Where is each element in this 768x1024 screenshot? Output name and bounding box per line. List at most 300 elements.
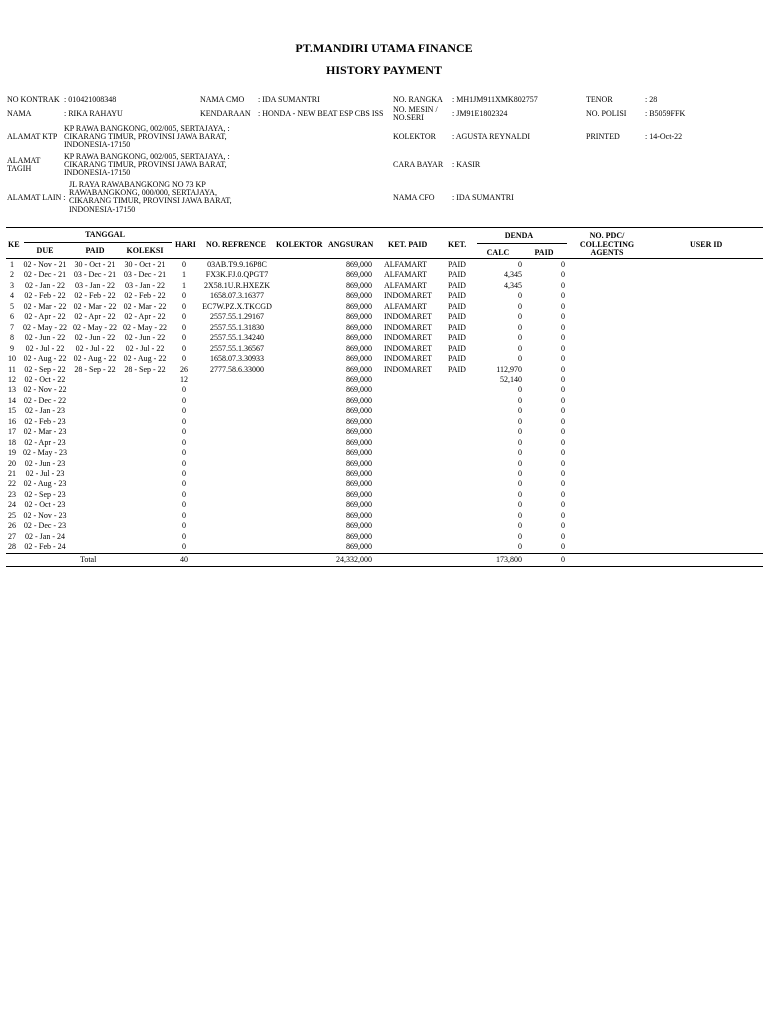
col-koleksi: KOLEKSI: [126, 246, 164, 255]
no-mesin-label: NO. MESIN / NO.SERI: [393, 105, 438, 123]
page-title: HISTORY PAYMENT: [326, 63, 442, 77]
cell-ke: 6: [10, 312, 14, 322]
cell-ke: 22: [8, 479, 16, 489]
cell-ket-paid: ALFAMART: [384, 260, 427, 269]
table-row: [0, 396, 768, 406]
cell-no-refrence: 2557.55.1.36567: [210, 343, 264, 353]
cell-denda-paid: 0: [561, 270, 565, 280]
cell-due: 02 - Dec - 23: [23, 521, 67, 531]
cell-angsuran: 869,000: [346, 500, 372, 510]
cell-ket: PAID: [448, 322, 466, 332]
cell-due: 02 - Aug - 23: [23, 479, 67, 489]
cell-hari: 0: [182, 469, 186, 478]
cell-angsuran: 869,000: [346, 385, 372, 395]
no-polisi-label: NO. POLISI: [586, 109, 627, 118]
alamat-tagih-label: ALAMAT TAGIH: [7, 156, 41, 174]
no-mesin-value: : JM91E1802324: [452, 109, 508, 118]
no-rangka-value: : MH1JM911XMK802757: [452, 95, 538, 104]
table-row: [0, 291, 768, 301]
cell-no-refrence: 2557.55.1.34240: [210, 333, 264, 343]
cell-due: 02 - Aug - 22: [23, 354, 67, 364]
cell-ket: PAID: [448, 280, 466, 290]
cell-ket-paid: INDOMARET: [384, 312, 432, 322]
table-row: [0, 479, 768, 489]
cell-denda-calc: 0: [518, 291, 522, 301]
cell-denda-calc: 0: [518, 385, 522, 395]
table-row: [0, 469, 768, 479]
cell-hari: 26: [180, 364, 188, 374]
cell-ke: 12: [8, 374, 16, 384]
cell-ket-paid: INDOMARET: [384, 343, 432, 353]
table-row: [0, 354, 768, 364]
cell-angsuran: 869,000: [346, 260, 372, 269]
col-denda-paid: PAID: [534, 248, 554, 257]
cell-due: 02 - Dec - 21: [23, 270, 67, 280]
cell-hari: 0: [182, 521, 186, 531]
cell-denda-paid: 0: [561, 458, 565, 468]
cell-no-refrence: EC7W.PZ.X.TKCGD: [202, 301, 272, 311]
table-row: [0, 333, 768, 343]
cell-angsuran: 869,000: [346, 280, 372, 290]
col-calc: CALC: [486, 248, 510, 257]
table-row: [0, 385, 768, 395]
cell-hari: 1: [182, 270, 186, 280]
cell-due: 02 - Sep - 23: [24, 489, 66, 499]
col-ket: KET.: [448, 240, 467, 249]
cell-no-refrence: 2777.58.6.33000: [210, 364, 264, 374]
total-angsuran: 24,332,000: [336, 555, 372, 564]
cell-ke: 5: [10, 301, 14, 311]
cell-denda-calc: 52,140: [500, 374, 522, 384]
cell-denda-paid: 0: [561, 489, 565, 499]
cell-denda-calc: 0: [518, 416, 522, 426]
cell-no-refrence: 03AB.T9.9.16P8C: [207, 260, 267, 269]
nama-cmo-value: : IDA SUMANTRI: [258, 95, 320, 104]
nama-cmo-label: NAMA CMO: [200, 95, 245, 104]
cell-ke: 28: [8, 542, 16, 552]
cell-denda-calc: 4,345: [504, 270, 522, 280]
total-top-rule: [6, 553, 763, 554]
cell-denda-paid: 0: [561, 542, 565, 552]
cell-denda-paid: 0: [561, 280, 565, 290]
cell-hari: 0: [182, 437, 186, 447]
table-row: [0, 270, 768, 280]
cell-ke: 11: [8, 364, 16, 374]
cell-hari: 0: [182, 260, 186, 269]
col-ket-paid: KET. PAID: [388, 240, 428, 249]
cell-ke: 13: [8, 385, 16, 395]
cell-denda-paid: 0: [561, 312, 565, 322]
cell-angsuran: 869,000: [346, 437, 372, 447]
cell-due: 02 - Sep - 22: [24, 364, 66, 374]
cell-denda-paid: 0: [561, 510, 565, 520]
cell-denda-paid: 0: [561, 374, 565, 384]
cell-hari: 0: [182, 479, 186, 489]
cell-angsuran: 869,000: [346, 542, 372, 552]
cell-hari: 0: [182, 395, 186, 405]
cell-ke: 7: [10, 322, 14, 332]
cell-hari: 0: [182, 354, 186, 364]
cell-denda-paid: 0: [561, 322, 565, 332]
cell-hari: 0: [182, 458, 186, 468]
cell-ket: PAID: [448, 301, 466, 311]
cell-koleksi: 02 - May - 22: [123, 322, 167, 332]
alamat-lain-label: ALAMAT LAIN :: [7, 193, 66, 202]
cell-paid: 02 - Jun - 22: [74, 333, 116, 343]
table-row: [0, 281, 768, 291]
table-header-rule: [6, 258, 763, 259]
cell-denda-paid: 0: [561, 479, 565, 489]
tanggal-underline: [24, 242, 172, 243]
nama-cfo-value: : IDA SUMANTRI: [452, 193, 514, 202]
cell-denda-paid: 0: [561, 364, 565, 374]
cell-angsuran: 869,000: [346, 322, 372, 332]
printed-value: : 14-Oct-22: [645, 132, 683, 141]
cell-koleksi: 02 - Apr - 22: [124, 312, 166, 322]
cell-due: 02 - May - 22: [23, 322, 67, 332]
cell-ket: PAID: [448, 364, 466, 374]
cell-paid: 03 - Dec - 21: [73, 270, 117, 280]
cell-hari: 0: [182, 333, 186, 343]
cell-denda-calc: 0: [518, 354, 522, 364]
alamat-tagih-value: KP RAWA BANGKONG, 002/005, SERTAJAYA, : CIKARANG TIMUR, PROVINSI JAWA BARAT, INDONESIA-17150: [64, 152, 230, 178]
cell-angsuran: 869,000: [346, 374, 372, 384]
company-name: PT.MANDIRI UTAMA FINANCE: [295, 41, 473, 55]
cell-koleksi: 28 - Sep - 22: [124, 364, 166, 374]
cell-denda-calc: 112,970: [496, 364, 522, 374]
cell-paid: 02 - Aug - 22: [73, 354, 117, 364]
cell-denda-calc: 0: [518, 489, 522, 499]
cell-denda-calc: 0: [518, 531, 522, 541]
cell-denda-paid: 0: [561, 416, 565, 426]
col-kolektor: KOLEKTOR: [276, 240, 323, 249]
nama-value: : RIKA RAHAYU: [64, 109, 123, 118]
cell-ket-paid: ALFAMART: [384, 280, 427, 290]
cell-ket: PAID: [448, 343, 466, 353]
nama-label: NAMA: [7, 109, 32, 118]
cell-due: 02 - Jun - 22: [24, 333, 66, 343]
cell-denda-paid: 0: [561, 385, 565, 395]
no-kontrak-value: : 010421008348: [64, 95, 117, 104]
cell-denda-calc: 0: [518, 312, 522, 322]
table-row: [0, 500, 768, 510]
cell-ket-paid: INDOMARET: [384, 354, 432, 364]
cell-ke: 3: [10, 280, 14, 290]
cell-due: 02 - Jul - 23: [25, 469, 65, 478]
cell-ke: 8: [10, 333, 14, 343]
col-no-pdc-line3: AGENTS: [590, 248, 624, 257]
cell-denda-calc: 0: [518, 322, 522, 332]
cell-denda-calc: 0: [518, 479, 522, 489]
cell-due: 02 - Mar - 23: [23, 427, 67, 437]
no-kontrak-label: NO KONTRAK: [7, 95, 60, 104]
cell-angsuran: 869,000: [346, 364, 372, 374]
cell-denda-calc: 0: [518, 395, 522, 405]
cell-hari: 0: [182, 427, 186, 437]
table-row: [0, 490, 768, 500]
cell-angsuran: 869,000: [346, 395, 372, 405]
col-no-pdc-line2: COLLECTING: [579, 240, 635, 249]
cell-due: 02 - Apr - 22: [24, 312, 66, 322]
cell-angsuran: 869,000: [346, 312, 372, 322]
total-denda-paid: 0: [561, 555, 565, 564]
cell-angsuran: 869,000: [346, 270, 372, 280]
cell-ket: PAID: [448, 260, 466, 269]
cell-hari: 0: [182, 500, 186, 510]
table-row: [0, 260, 768, 270]
cell-paid: 02 - Jul - 22: [75, 343, 115, 353]
cell-due: 02 - Oct - 22: [24, 374, 66, 384]
cell-denda-paid: 0: [561, 531, 565, 541]
cell-denda-calc: 0: [518, 437, 522, 447]
cell-angsuran: 869,000: [346, 416, 372, 426]
cell-angsuran: 869,000: [346, 406, 372, 416]
cell-angsuran: 869,000: [346, 301, 372, 311]
cell-due: 02 - Apr - 23: [24, 437, 66, 447]
table-row: [0, 438, 768, 448]
cell-due: 02 - Dec - 22: [23, 395, 67, 405]
col-due: DUE: [36, 246, 54, 255]
cell-ke: 24: [8, 500, 16, 510]
cell-denda-paid: 0: [561, 521, 565, 531]
table-row: [0, 459, 768, 469]
cell-hari: 0: [182, 448, 186, 458]
cell-due: 02 - Nov - 23: [23, 510, 67, 520]
table-row: [0, 521, 768, 531]
table-row: [0, 365, 768, 375]
cell-due: 02 - May - 23: [23, 448, 67, 458]
table-row: [0, 532, 768, 542]
cell-ke: 1: [10, 260, 14, 269]
kendaraan-value: : HONDA - NEW BEAT ESP CBS ISS: [258, 109, 384, 118]
cell-hari: 0: [182, 343, 186, 353]
cell-denda-calc: 0: [518, 542, 522, 552]
cell-denda-paid: 0: [561, 343, 565, 353]
table-row: [0, 323, 768, 333]
cell-hari: 1: [182, 280, 186, 290]
cell-denda-calc: 0: [518, 427, 522, 437]
cell-due: 02 - Mar - 22: [23, 301, 67, 311]
tenor-value: : 28: [645, 95, 658, 104]
kolektor-value: : AGUSTA REYNALDI: [452, 132, 531, 141]
cell-denda-calc: 0: [518, 406, 522, 416]
cell-ke: 26: [8, 521, 16, 531]
cell-hari: 0: [182, 406, 186, 416]
cell-denda-paid: 0: [561, 260, 565, 269]
no-rangka-label: NO. RANGKA: [393, 95, 443, 104]
cell-ket-paid: INDOMARET: [384, 322, 432, 332]
cell-angsuran: 869,000: [346, 469, 372, 478]
table-row: [0, 375, 768, 385]
total-denda-calc: 173,800: [496, 555, 522, 564]
cell-denda-calc: 0: [518, 343, 522, 353]
cell-ke: 16: [8, 416, 16, 426]
cell-denda-paid: 0: [561, 448, 565, 458]
cell-ke: 15: [8, 406, 16, 416]
cell-denda-paid: 0: [561, 301, 565, 311]
cell-ke: 21: [8, 469, 16, 478]
cell-koleksi: 02 - Jul - 22: [125, 343, 165, 353]
cell-hari: 0: [182, 385, 186, 395]
cell-hari: 0: [182, 322, 186, 332]
cell-no-refrence: 2557.55.1.29167: [210, 312, 264, 322]
cell-denda-calc: 0: [518, 469, 522, 478]
kendaraan-label: KENDARAAN: [200, 109, 251, 118]
cell-ke: 10: [8, 354, 16, 364]
cell-denda-calc: 0: [518, 301, 522, 311]
cell-koleksi: 02 - Jun - 22: [124, 333, 166, 343]
no-polisi-value: : B5059FFK: [645, 109, 686, 118]
cell-denda-paid: 0: [561, 333, 565, 343]
cell-denda-paid: 0: [561, 406, 565, 416]
cell-ke: 19: [8, 448, 16, 458]
cell-hari: 0: [182, 416, 186, 426]
cell-ke: 17: [8, 427, 16, 437]
cell-angsuran: 869,000: [346, 333, 372, 343]
col-paid: PAID: [85, 246, 105, 255]
table-bottom-rule: [6, 566, 763, 567]
col-tanggal: TANGGAL: [85, 230, 125, 239]
alamat-lain-value: JL RAYA RAWABANGKONG NO 73 KP RAWABANGKONG, 000/000, SERTAJAYA, CIKARANG TIMUR, PROVINSI JAWA BARAT, INDONESIA-17150: [69, 180, 232, 214]
col-no-pdc-line1: NO. PDC/: [589, 231, 625, 240]
table-row: [0, 406, 768, 416]
cell-angsuran: 869,000: [346, 343, 372, 353]
table-row: [0, 417, 768, 427]
cell-paid: 03 - Jan - 22: [75, 280, 115, 290]
cell-denda-paid: 0: [561, 437, 565, 447]
cell-ket-paid: ALFAMART: [384, 270, 427, 280]
cell-no-refrence: 1658.07.3.30933: [210, 354, 264, 364]
cell-angsuran: 869,000: [346, 531, 372, 541]
cell-ke: 4: [10, 291, 14, 301]
cell-koleksi: 02 - Aug - 22: [123, 354, 167, 364]
cell-due: 02 - Nov - 21: [23, 260, 67, 269]
cell-ket-paid: INDOMARET: [384, 333, 432, 343]
cell-hari: 12: [180, 374, 188, 384]
col-no-refrence: NO. REFRENCE: [206, 240, 267, 249]
table-row: [0, 302, 768, 312]
tenor-label: TENOR: [586, 95, 613, 104]
cell-due: 02 - Jan - 23: [25, 406, 65, 416]
cell-ket-paid: INDOMARET: [384, 291, 432, 301]
cell-hari: 0: [182, 312, 186, 322]
col-ke: KE: [8, 240, 20, 249]
cell-due: 02 - Jan - 24: [25, 531, 65, 541]
cell-ke: 25: [8, 510, 16, 520]
col-user-id: USER ID: [690, 240, 723, 249]
total-label: Total: [80, 555, 97, 564]
cell-angsuran: 869,000: [346, 291, 372, 301]
cell-paid: 28 - Sep - 22: [74, 364, 116, 374]
cell-ke: 9: [10, 343, 14, 353]
cell-denda-paid: 0: [561, 469, 565, 478]
cell-ket-paid: INDOMARET: [384, 364, 432, 374]
cell-koleksi: 02 - Mar - 22: [123, 301, 167, 311]
cell-hari: 0: [182, 291, 186, 301]
cell-paid: 30 - Oct - 21: [74, 260, 116, 269]
cell-ke: 18: [8, 437, 16, 447]
cell-denda-calc: 0: [518, 500, 522, 510]
table-row: [0, 542, 768, 552]
cell-ket: PAID: [448, 312, 466, 322]
printed-label: PRINTED: [586, 132, 620, 141]
cell-paid: 02 - Apr - 22: [74, 312, 116, 322]
cell-paid: 02 - Feb - 22: [74, 291, 116, 301]
table-row: [0, 344, 768, 354]
cell-no-refrence: 2557.55.1.31830: [210, 322, 264, 332]
cell-due: 02 - Jan - 22: [25, 280, 65, 290]
col-denda: DENDA: [504, 231, 534, 240]
cell-angsuran: 869,000: [346, 427, 372, 437]
cell-due: 02 - Nov - 22: [23, 385, 67, 395]
cell-ke: 23: [8, 489, 16, 499]
cell-ke: 20: [8, 458, 16, 468]
table-row: [0, 312, 768, 322]
cell-no-refrence: 1658.07.3.16377: [210, 291, 264, 301]
cell-denda-paid: 0: [561, 427, 565, 437]
cell-angsuran: 869,000: [346, 354, 372, 364]
cell-hari: 0: [182, 301, 186, 311]
cell-denda-calc: 0: [518, 458, 522, 468]
cell-denda-paid: 0: [561, 354, 565, 364]
nama-cfo-label: NAMA CFO: [393, 193, 435, 202]
total-hari: 40: [180, 555, 188, 564]
cell-koleksi: 02 - Feb - 22: [124, 291, 166, 301]
cell-ke: 27: [8, 531, 16, 541]
cell-due: 02 - Feb - 22: [24, 291, 66, 301]
cell-denda-paid: 0: [561, 291, 565, 301]
cell-hari: 0: [182, 489, 186, 499]
cell-denda-calc: 0: [518, 260, 522, 269]
cell-denda-calc: 0: [518, 448, 522, 458]
cell-denda-calc: 0: [518, 333, 522, 343]
cell-angsuran: 869,000: [346, 458, 372, 468]
col-angsuran: ANGSURAN: [328, 240, 374, 249]
cell-angsuran: 869,000: [346, 510, 372, 520]
cell-denda-calc: 0: [518, 510, 522, 520]
cell-due: 02 - Feb - 23: [24, 416, 66, 426]
cell-angsuran: 869,000: [346, 489, 372, 499]
table-row: [0, 427, 768, 437]
cell-no-refrence: FX3K.FJ.0.QPGT7: [205, 270, 269, 280]
cell-ket: PAID: [448, 354, 466, 364]
cell-ket: PAID: [448, 333, 466, 343]
alamat-ktp-label: ALAMAT KTP: [7, 132, 58, 141]
cell-denda-calc: 0: [518, 521, 522, 531]
cell-denda-paid: 0: [561, 500, 565, 510]
alamat-ktp-value: KP RAWA BANGKONG, 002/005, SERTAJAYA, : CIKARANG TIMUR, PROVINSI JAWA BARAT, INDONESIA-17150: [64, 124, 230, 150]
cell-due: 02 - Feb - 24: [24, 542, 66, 552]
cell-hari: 0: [182, 510, 186, 520]
cell-koleksi: 03 - Jan - 22: [125, 280, 165, 290]
cell-hari: 0: [182, 542, 186, 552]
cell-ket: PAID: [448, 291, 466, 301]
cell-due: 02 - Oct - 23: [24, 500, 66, 510]
table-top-rule: [6, 227, 763, 228]
cell-due: 02 - Jun - 23: [24, 458, 66, 468]
col-hari: HARI: [175, 240, 196, 249]
cell-ke: 14: [8, 395, 16, 405]
cell-angsuran: 869,000: [346, 448, 372, 458]
cell-hari: 0: [182, 531, 186, 541]
cell-ket-paid: ALFAMART: [384, 301, 427, 311]
cell-paid: 02 - Mar - 22: [73, 301, 117, 311]
cell-paid: 02 - May - 22: [73, 322, 117, 332]
cell-angsuran: 869,000: [346, 521, 372, 531]
cell-due: 02 - Jul - 22: [25, 343, 65, 353]
table-row: [0, 511, 768, 521]
cell-koleksi: 30 - Oct - 21: [124, 260, 166, 269]
